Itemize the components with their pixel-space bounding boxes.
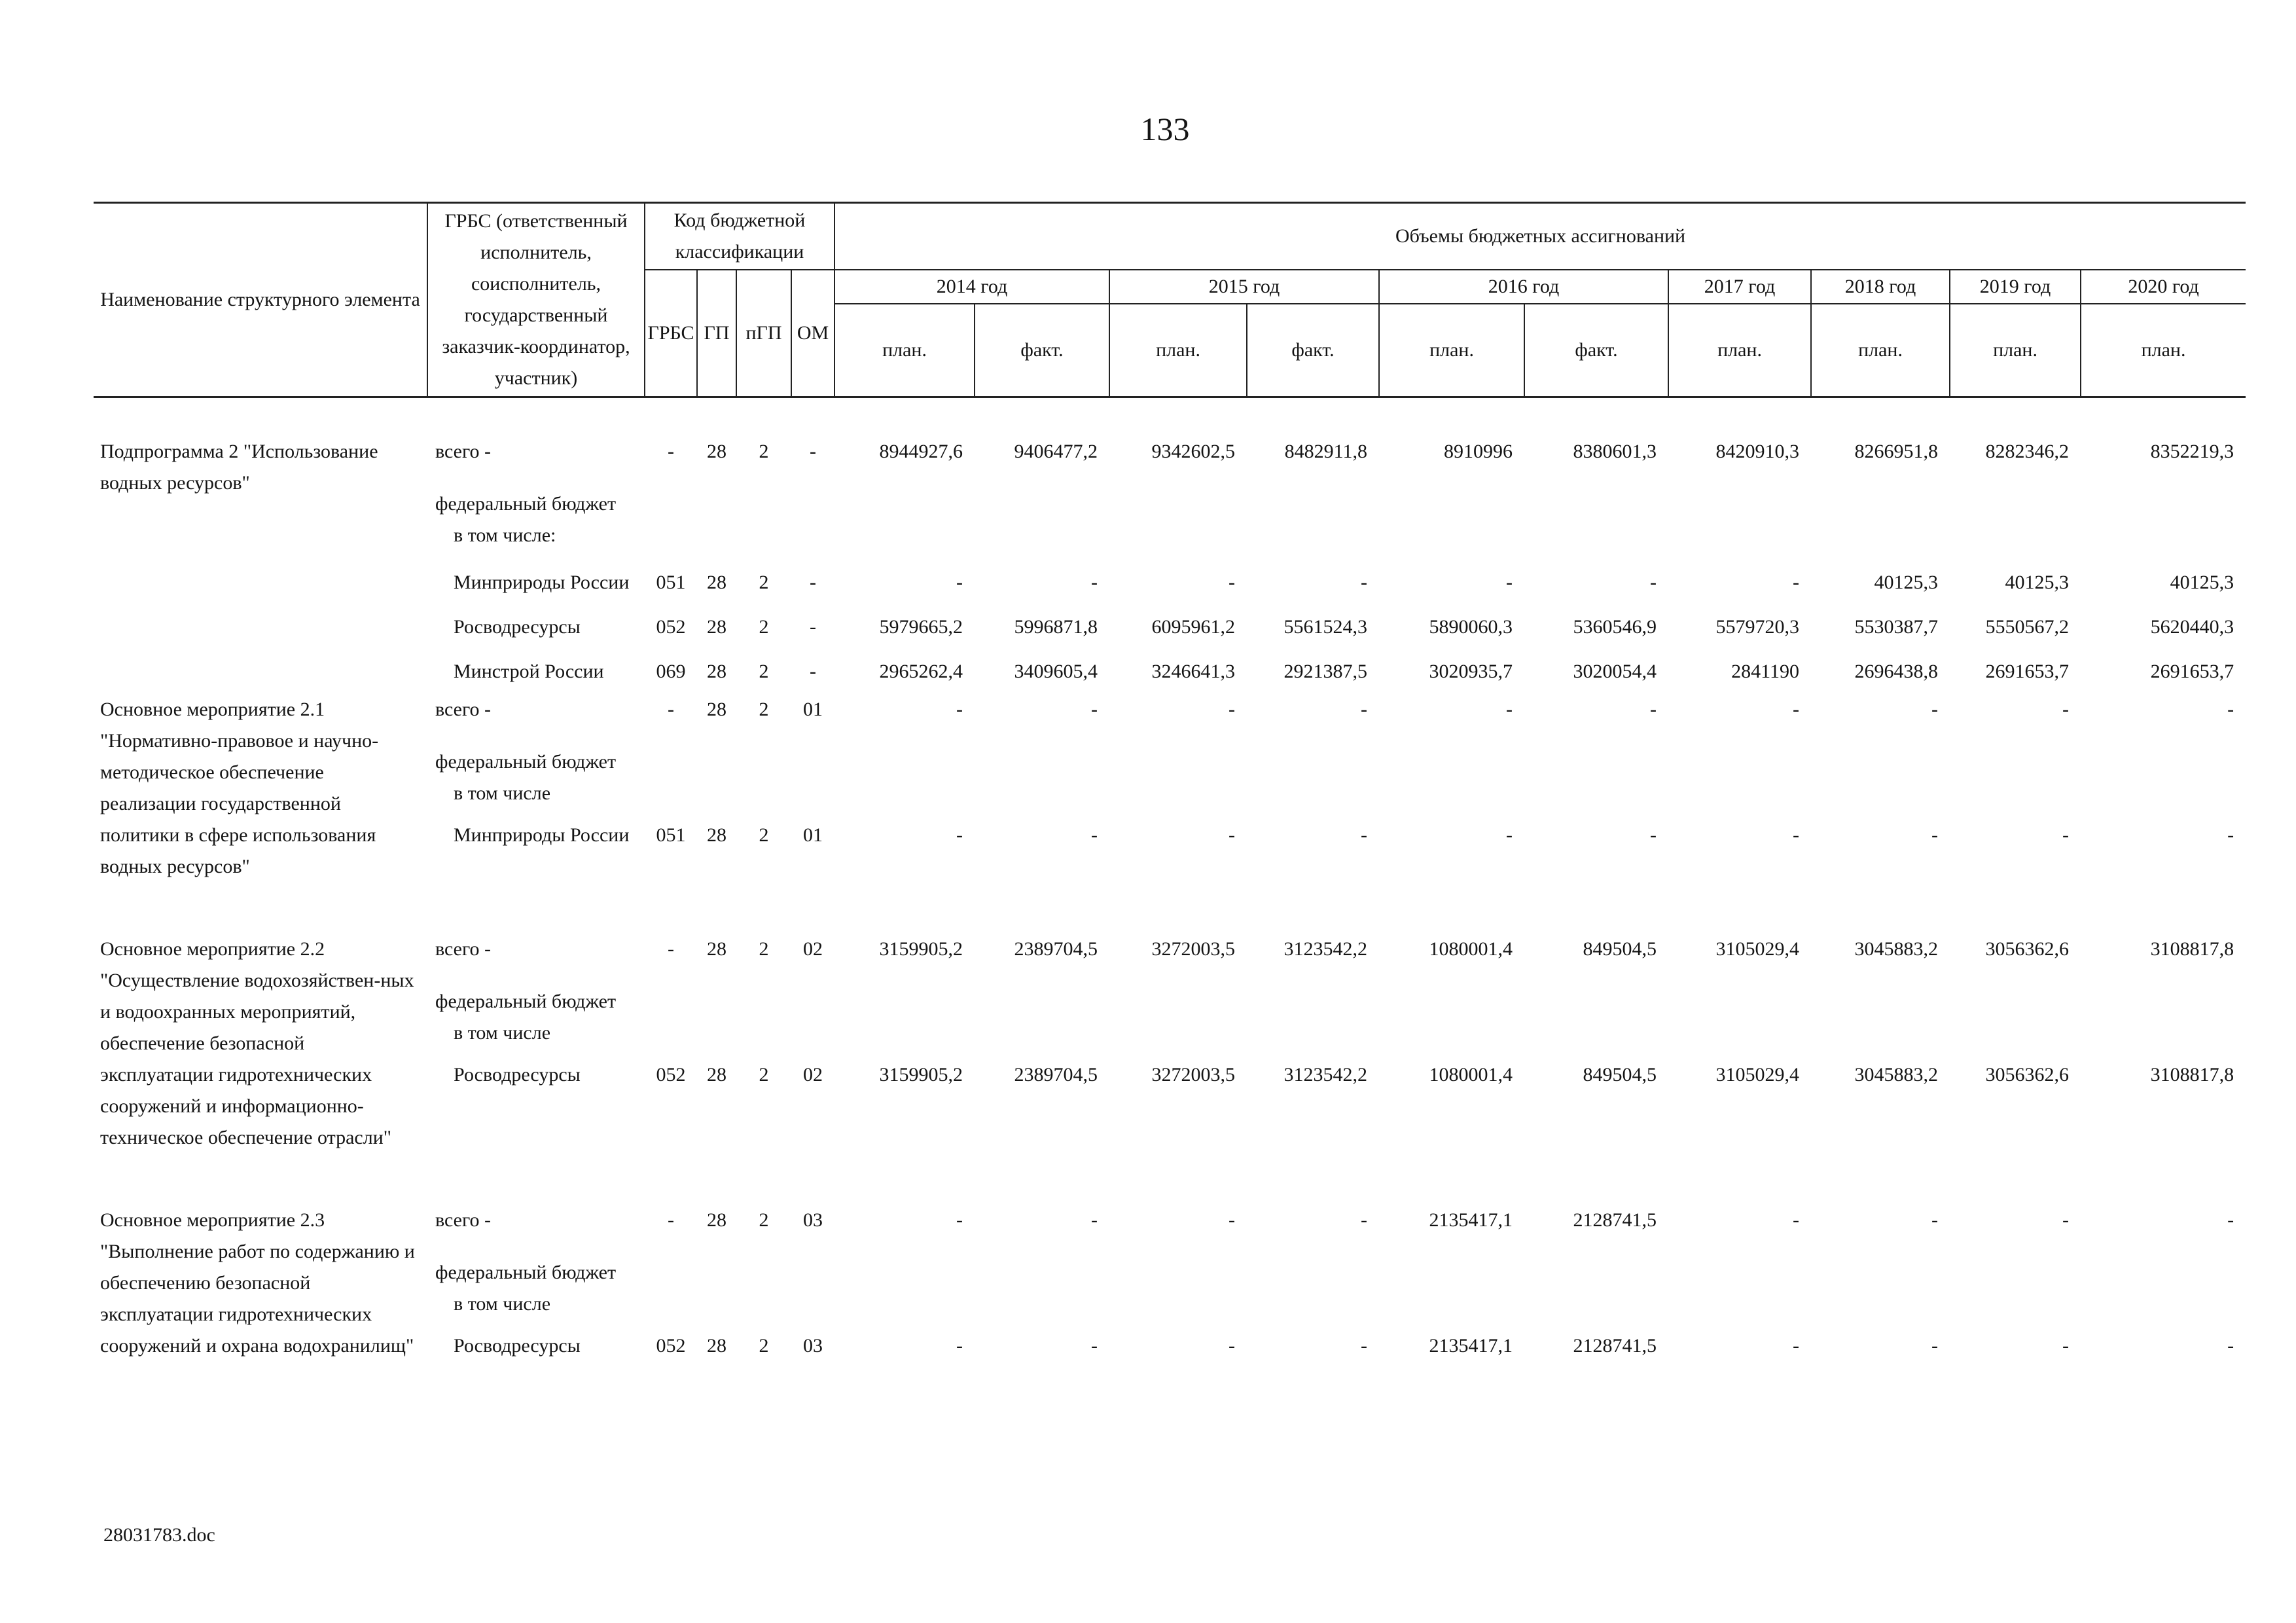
row-executor: Минприроды России xyxy=(454,572,630,593)
row-name: Основное мероприятие 2.1 "Нормативно-правовое и научно-методическое обеспечение реализации государственной политики в сфере использования водных ресурсов" xyxy=(100,699,379,877)
value-cell: - xyxy=(956,1335,963,1357)
value-cell: 2841190 xyxy=(1731,661,1800,682)
row-executor: федеральный бюджет xyxy=(435,1262,617,1283)
code-pgp: 2 xyxy=(759,1335,769,1357)
value-cell: - xyxy=(2062,824,2070,846)
value-cell: - xyxy=(2227,1209,2234,1231)
value-cell: - xyxy=(1793,1335,1800,1357)
value-cell: - xyxy=(1229,1209,1236,1231)
value-cell: - xyxy=(1931,1335,1939,1357)
code-grbs: 051 xyxy=(656,572,686,593)
code-pgp: 2 xyxy=(759,441,769,462)
row-executor: в том числе xyxy=(454,1022,551,1044)
value-cell: 2128741,5 xyxy=(1573,1335,1657,1357)
value-cell: 3056362,6 xyxy=(1985,1064,2070,1085)
code-gp: 28 xyxy=(707,938,726,960)
code-gp: 28 xyxy=(707,1335,726,1357)
value-cell: 5550567,2 xyxy=(1985,616,2070,638)
header-code-pgp: пГП xyxy=(736,270,791,397)
value-cell: 3123542,2 xyxy=(1283,938,1368,960)
value-cell: 3272003,5 xyxy=(1151,1064,1236,1085)
code-gp: 28 xyxy=(707,699,726,720)
value-cell: 8910996 xyxy=(1444,441,1513,462)
value-cell: - xyxy=(1229,699,1236,720)
row-name: Подпрограмма 2 "Использование водных ресурсов" xyxy=(100,441,378,494)
row-executor: в том числе xyxy=(454,782,551,804)
value-cell: - xyxy=(1361,824,1368,846)
value-cell: 3123542,2 xyxy=(1283,1064,1368,1085)
code-grbs: - xyxy=(668,699,674,720)
value-cell: 3020935,7 xyxy=(1429,661,1513,682)
value-cell: - xyxy=(1091,699,1098,720)
value-cell: 3045883,2 xyxy=(1854,1064,1939,1085)
budget-table xyxy=(94,202,2246,1397)
value-cell: 8380601,3 xyxy=(1573,441,1657,462)
code-gp: 28 xyxy=(707,441,726,462)
table-row xyxy=(94,694,2246,733)
header-year-2015: 2015 год xyxy=(1109,270,1379,304)
value-cell: 1080001,4 xyxy=(1429,938,1513,960)
code-grbs: 069 xyxy=(656,661,686,682)
value-cell: 2696438,8 xyxy=(1854,661,1939,682)
value-cell: 2921387,5 xyxy=(1283,661,1368,682)
value-cell: - xyxy=(2062,1209,2070,1231)
value-cell: 2389704,5 xyxy=(1014,1064,1098,1085)
header-plan: план. xyxy=(1950,304,2081,397)
value-cell: - xyxy=(1931,699,1939,720)
value-cell: - xyxy=(2062,699,2070,720)
row-executor: всего - xyxy=(435,938,492,960)
header-plan: план. xyxy=(1379,304,1524,397)
value-cell: 5890060,3 xyxy=(1429,616,1513,638)
value-cell: - xyxy=(1931,824,1939,846)
code-grbs: 052 xyxy=(656,1064,686,1085)
row-executor: Росводресурсы xyxy=(454,1335,581,1357)
code-grbs: 051 xyxy=(656,824,686,846)
code-gp: 28 xyxy=(707,1064,726,1085)
code-pgp: 2 xyxy=(759,1209,769,1231)
value-cell: - xyxy=(1650,699,1657,720)
value-cell: - xyxy=(2227,699,2234,720)
value-cell: - xyxy=(1091,1209,1098,1231)
value-cell: 9406477,2 xyxy=(1014,441,1098,462)
code-pgp: 2 xyxy=(759,938,769,960)
header-year-2020: 2020 год xyxy=(2081,270,2246,304)
table-row xyxy=(94,436,2246,475)
value-cell: 8282346,2 xyxy=(1985,441,2070,462)
header-year-2014: 2014 год xyxy=(834,270,1109,304)
value-cell: 9342602,5 xyxy=(1151,441,1236,462)
value-cell: - xyxy=(1506,824,1513,846)
code-gp: 28 xyxy=(707,824,726,846)
value-cell: - xyxy=(1931,1209,1939,1231)
row-name: Основное мероприятие 2.2 "Осуществление водохозяйствен-ных и водоохранных мероприятий, обеспечение безопасной эксплуатации гидротехнических сооружений и информационно-техническое обеспечение отрасли" xyxy=(100,938,414,1148)
value-cell: 5996871,8 xyxy=(1014,616,1098,638)
code-pgp: 2 xyxy=(759,699,769,720)
value-cell: - xyxy=(1229,824,1236,846)
value-cell: - xyxy=(2062,1335,2070,1357)
table-row xyxy=(94,1205,2246,1244)
value-cell: - xyxy=(1091,824,1098,846)
header-fact: факт. xyxy=(1247,304,1379,397)
value-cell: 40125,3 xyxy=(1874,572,1939,593)
header-grbs: ГРБС (ответственный исполнитель, соисполнитель, государственный заказчик-координатор, участник) xyxy=(427,203,645,397)
value-cell: 1080001,4 xyxy=(1429,1064,1513,1085)
header-year-2018: 2018 год xyxy=(1811,270,1950,304)
header-code-grbs: ГРБС xyxy=(645,270,697,397)
value-cell: 849504,5 xyxy=(1583,1064,1657,1085)
code-om: - xyxy=(810,441,817,462)
row-name: Основное мероприятие 2.3 "Выполнение работ по содержанию и обеспечению безопасной эксплуатации гидротехнических сооружений и охрана водохранилищ" xyxy=(100,1209,415,1357)
header-year-2019: 2019 год xyxy=(1950,270,2081,304)
value-cell: - xyxy=(1361,699,1368,720)
value-cell: 3108817,8 xyxy=(2150,938,2234,960)
value-cell: 5530387,7 xyxy=(1854,616,1939,638)
value-cell: - xyxy=(1361,572,1368,593)
code-om: - xyxy=(810,616,817,638)
row-executor: Минстрой России xyxy=(454,661,604,682)
value-cell: 2691653,7 xyxy=(2150,661,2234,682)
code-grbs: - xyxy=(668,1209,674,1231)
header-plan: план. xyxy=(1109,304,1247,397)
row-executor: в том числе: xyxy=(454,524,556,546)
code-gp: 28 xyxy=(707,572,726,593)
value-cell: - xyxy=(1793,699,1800,720)
row-executor: всего - xyxy=(435,441,492,462)
value-cell: 5579720,3 xyxy=(1715,616,1800,638)
row-executor: федеральный бюджет xyxy=(435,493,617,515)
value-cell: - xyxy=(1506,699,1513,720)
value-cell: 5360546,9 xyxy=(1573,616,1657,638)
value-cell: 3020054,4 xyxy=(1573,661,1657,682)
value-cell: 2135417,1 xyxy=(1429,1209,1513,1231)
value-cell: 3246641,3 xyxy=(1151,661,1236,682)
code-pgp: 2 xyxy=(759,661,769,682)
value-cell: 8482911,8 xyxy=(1284,441,1368,462)
value-cell: - xyxy=(1229,572,1236,593)
footer-document-name: 28031783.doc xyxy=(103,1524,215,1546)
value-cell: 2128741,5 xyxy=(1573,1209,1657,1231)
value-cell: 2691653,7 xyxy=(1985,661,2070,682)
code-gp: 28 xyxy=(707,1209,726,1231)
row-executor: Минприроды России xyxy=(454,824,630,846)
code-om: - xyxy=(810,572,817,593)
header-year-2017: 2017 год xyxy=(1668,270,1811,304)
value-cell: 8420910,3 xyxy=(1715,441,1800,462)
value-cell: - xyxy=(2227,824,2234,846)
header-code-group: Код бюджетной классификации xyxy=(645,203,834,270)
value-cell: 849504,5 xyxy=(1583,938,1657,960)
header-plan: план. xyxy=(834,304,975,397)
header-code-om: ОМ xyxy=(791,270,834,397)
row-executor: всего - xyxy=(435,1209,492,1231)
code-pgp: 2 xyxy=(759,824,769,846)
value-cell: 3105029,4 xyxy=(1715,1064,1800,1085)
value-cell: 8352219,3 xyxy=(2150,441,2234,462)
code-grbs: 052 xyxy=(656,1335,686,1357)
value-cell: - xyxy=(2227,1335,2234,1357)
value-cell: 8266951,8 xyxy=(1854,441,1939,462)
value-cell: 40125,3 xyxy=(2170,572,2234,593)
row-executor: федеральный бюджет xyxy=(435,751,617,773)
code-grbs: 052 xyxy=(656,616,686,638)
code-om: 02 xyxy=(803,938,823,960)
header-year-2016: 2016 год xyxy=(1379,270,1668,304)
code-om: 01 xyxy=(803,699,823,720)
code-pgp: 2 xyxy=(759,616,769,638)
value-cell: 3105029,4 xyxy=(1715,938,1800,960)
value-cell: 3159905,2 xyxy=(879,1064,963,1085)
code-om: - xyxy=(810,661,817,682)
code-grbs: - xyxy=(668,938,674,960)
header-fact: факт. xyxy=(1524,304,1668,397)
value-cell: 3409605,4 xyxy=(1014,661,1098,682)
value-cell: 40125,3 xyxy=(2005,572,2070,593)
value-cell: 2965262,4 xyxy=(879,661,963,682)
value-cell: 6095961,2 xyxy=(1151,616,1236,638)
row-executor: Росводресурсы xyxy=(454,616,581,638)
table-header xyxy=(94,203,2246,397)
row-executor: всего - xyxy=(435,699,492,720)
value-cell: 5620440,3 xyxy=(2150,616,2234,638)
code-pgp: 2 xyxy=(759,572,769,593)
value-cell: 5561524,3 xyxy=(1283,616,1368,638)
value-cell: - xyxy=(1091,572,1098,593)
value-cell: - xyxy=(956,1209,963,1231)
code-om: 02 xyxy=(803,1064,823,1085)
value-cell: - xyxy=(1650,824,1657,846)
row-executor: Росводресурсы xyxy=(454,1064,581,1085)
value-cell: - xyxy=(1793,1209,1800,1231)
value-cell: - xyxy=(956,699,963,720)
code-om: 03 xyxy=(803,1209,823,1231)
value-cell: - xyxy=(956,572,963,593)
value-cell: 3108817,8 xyxy=(2150,1064,2234,1085)
value-cell: - xyxy=(1361,1209,1368,1231)
value-cell: - xyxy=(1229,1335,1236,1357)
row-executor: федеральный бюджет xyxy=(435,991,617,1012)
value-cell: - xyxy=(1793,824,1800,846)
row-executor: в том числе xyxy=(454,1293,551,1315)
header-plan: план. xyxy=(2081,304,2246,397)
header-name: Наименование структурного элемента xyxy=(94,203,427,397)
code-gp: 28 xyxy=(707,616,726,638)
value-cell: 8944927,6 xyxy=(879,441,963,462)
value-cell: - xyxy=(1506,572,1513,593)
value-cell: - xyxy=(1650,572,1657,593)
code-grbs: - xyxy=(668,441,674,462)
header-fact: факт. xyxy=(975,304,1109,397)
value-cell: 2135417,1 xyxy=(1429,1335,1513,1357)
value-cell: - xyxy=(1091,1335,1098,1357)
code-om: 01 xyxy=(803,824,823,846)
code-om: 03 xyxy=(803,1335,823,1357)
value-cell: 3045883,2 xyxy=(1854,938,1939,960)
value-cell: 2389704,5 xyxy=(1014,938,1098,960)
value-cell: 3159905,2 xyxy=(879,938,963,960)
page-number: 133 xyxy=(1140,111,1190,147)
header-code-gp: ГП xyxy=(697,270,736,397)
code-gp: 28 xyxy=(707,661,726,682)
value-cell: - xyxy=(956,824,963,846)
value-cell: 3056362,6 xyxy=(1985,938,2070,960)
value-cell: - xyxy=(1361,1335,1368,1357)
code-pgp: 2 xyxy=(759,1064,769,1085)
header-volumes-group: Объемы бюджетных ассигнований xyxy=(834,203,2246,270)
header-plan: план. xyxy=(1668,304,1811,397)
value-cell: 5979665,2 xyxy=(879,616,963,638)
value-cell: - xyxy=(1793,572,1800,593)
table-row xyxy=(94,934,2246,973)
header-plan: план. xyxy=(1811,304,1950,397)
value-cell: 3272003,5 xyxy=(1151,938,1236,960)
